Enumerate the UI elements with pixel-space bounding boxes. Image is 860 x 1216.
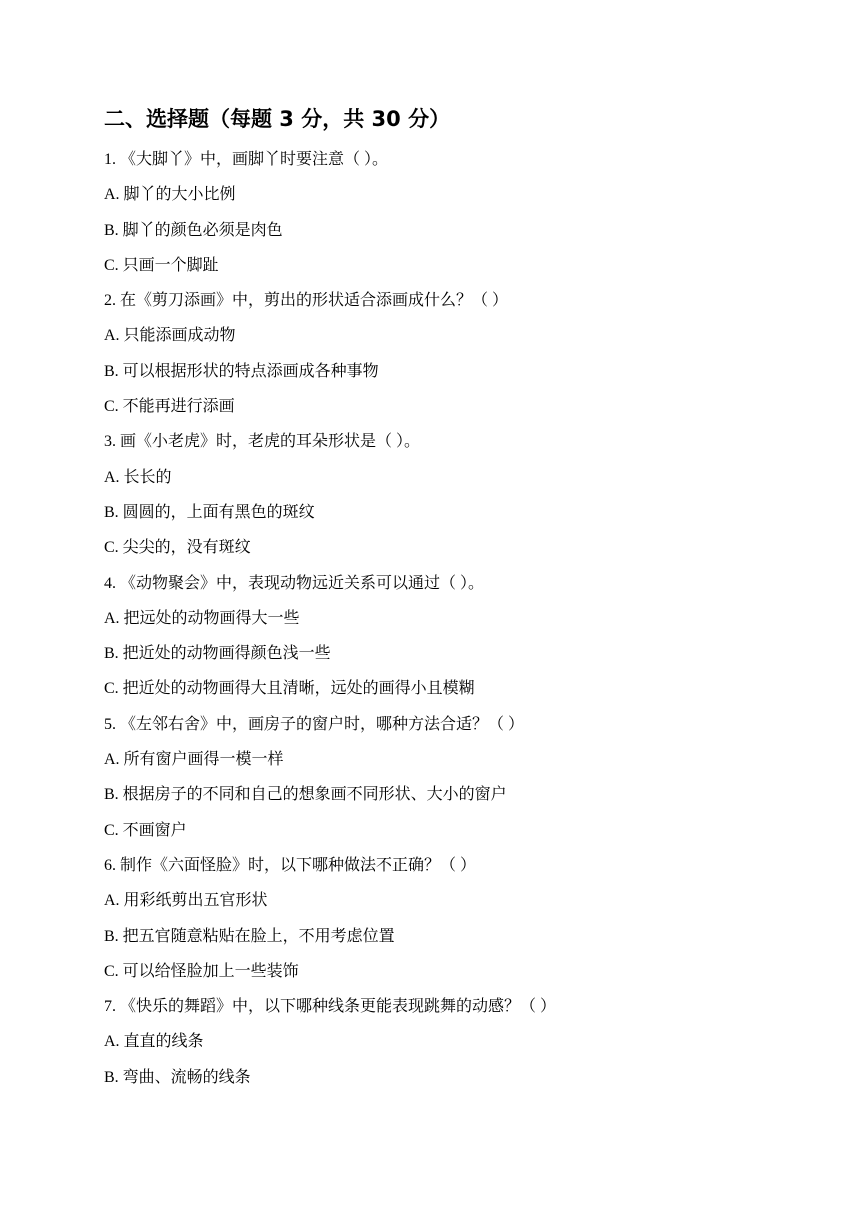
answer-option: C. 把近处的动物画得大且清晰，远处的画得小且模糊 [104,680,475,698]
answer-option: B. 圆圆的，上面有黑色的斑纹 [104,503,315,521]
answer-option: A. 直直的线条 [104,1033,204,1051]
answer-option: B. 可以根据形状的特点添画成各种事物 [104,362,379,380]
question-list [104,142,556,1095]
question-text: 7. 《快乐的舞蹈》中，以下哪种线条更能表现跳舞的动感？（ ） [104,998,557,1016]
question-text: 5. 《左邻右舍》中，画房子的窗户时，哪种方法合适？（ ） [104,715,525,733]
answer-option: B. 弯曲、流畅的线条 [104,1068,251,1086]
section-title: 二、选择题（每题 3 分，共 30 分） [104,107,451,131]
answer-option: B. 脚丫的颜色必须是肉色 [104,221,283,239]
answer-option: B. 根据房子的不同和自己的想象画不同形状、大小的窗户 [104,786,507,804]
question-text: 1. 《大脚丫》中，画脚丫时要注意（ ）。 [104,151,389,168]
answer-option: B. 把五官随意粘贴在脸上，不用考虑位置 [104,927,395,945]
answer-option: A. 把远处的动物画得大一些 [104,609,300,627]
question-text: 4. 《动物聚会》中，表现动物远近关系可以通过（ ）。 [104,574,485,592]
answer-option: A. 长长的 [104,468,172,486]
answer-option: C. 可以给怪脸加上一些装饰 [104,962,299,980]
answer-option: B. 把近处的动物画得颜色浅一些 [104,645,331,663]
answer-option: A. 只能添画成动物 [104,327,236,345]
answer-option: C. 不画窗户 [104,821,187,839]
answer-option: A. 用彩纸剪出五官形状 [104,892,268,910]
answer-option: A. 脚丫的大小比例 [104,186,236,204]
answer-option: C. 只画一个脚趾 [104,256,219,274]
question-text: 2. 在《剪刀添画》中，剪出的形状适合添画成什么？（ ） [104,292,509,310]
question-text: 6. 制作《六面怪脸》时，以下哪种做法不正确？（ ） [104,856,477,874]
answer-option: C. 不能再进行添画 [104,398,235,416]
question-text: 3. 画《小老虎》时，老虎的耳朵形状是（ ）。 [104,433,421,451]
answer-option: A. 所有窗户画得一模一样 [104,751,284,769]
answer-option: C. 尖尖的，没有斑纹 [104,539,251,557]
